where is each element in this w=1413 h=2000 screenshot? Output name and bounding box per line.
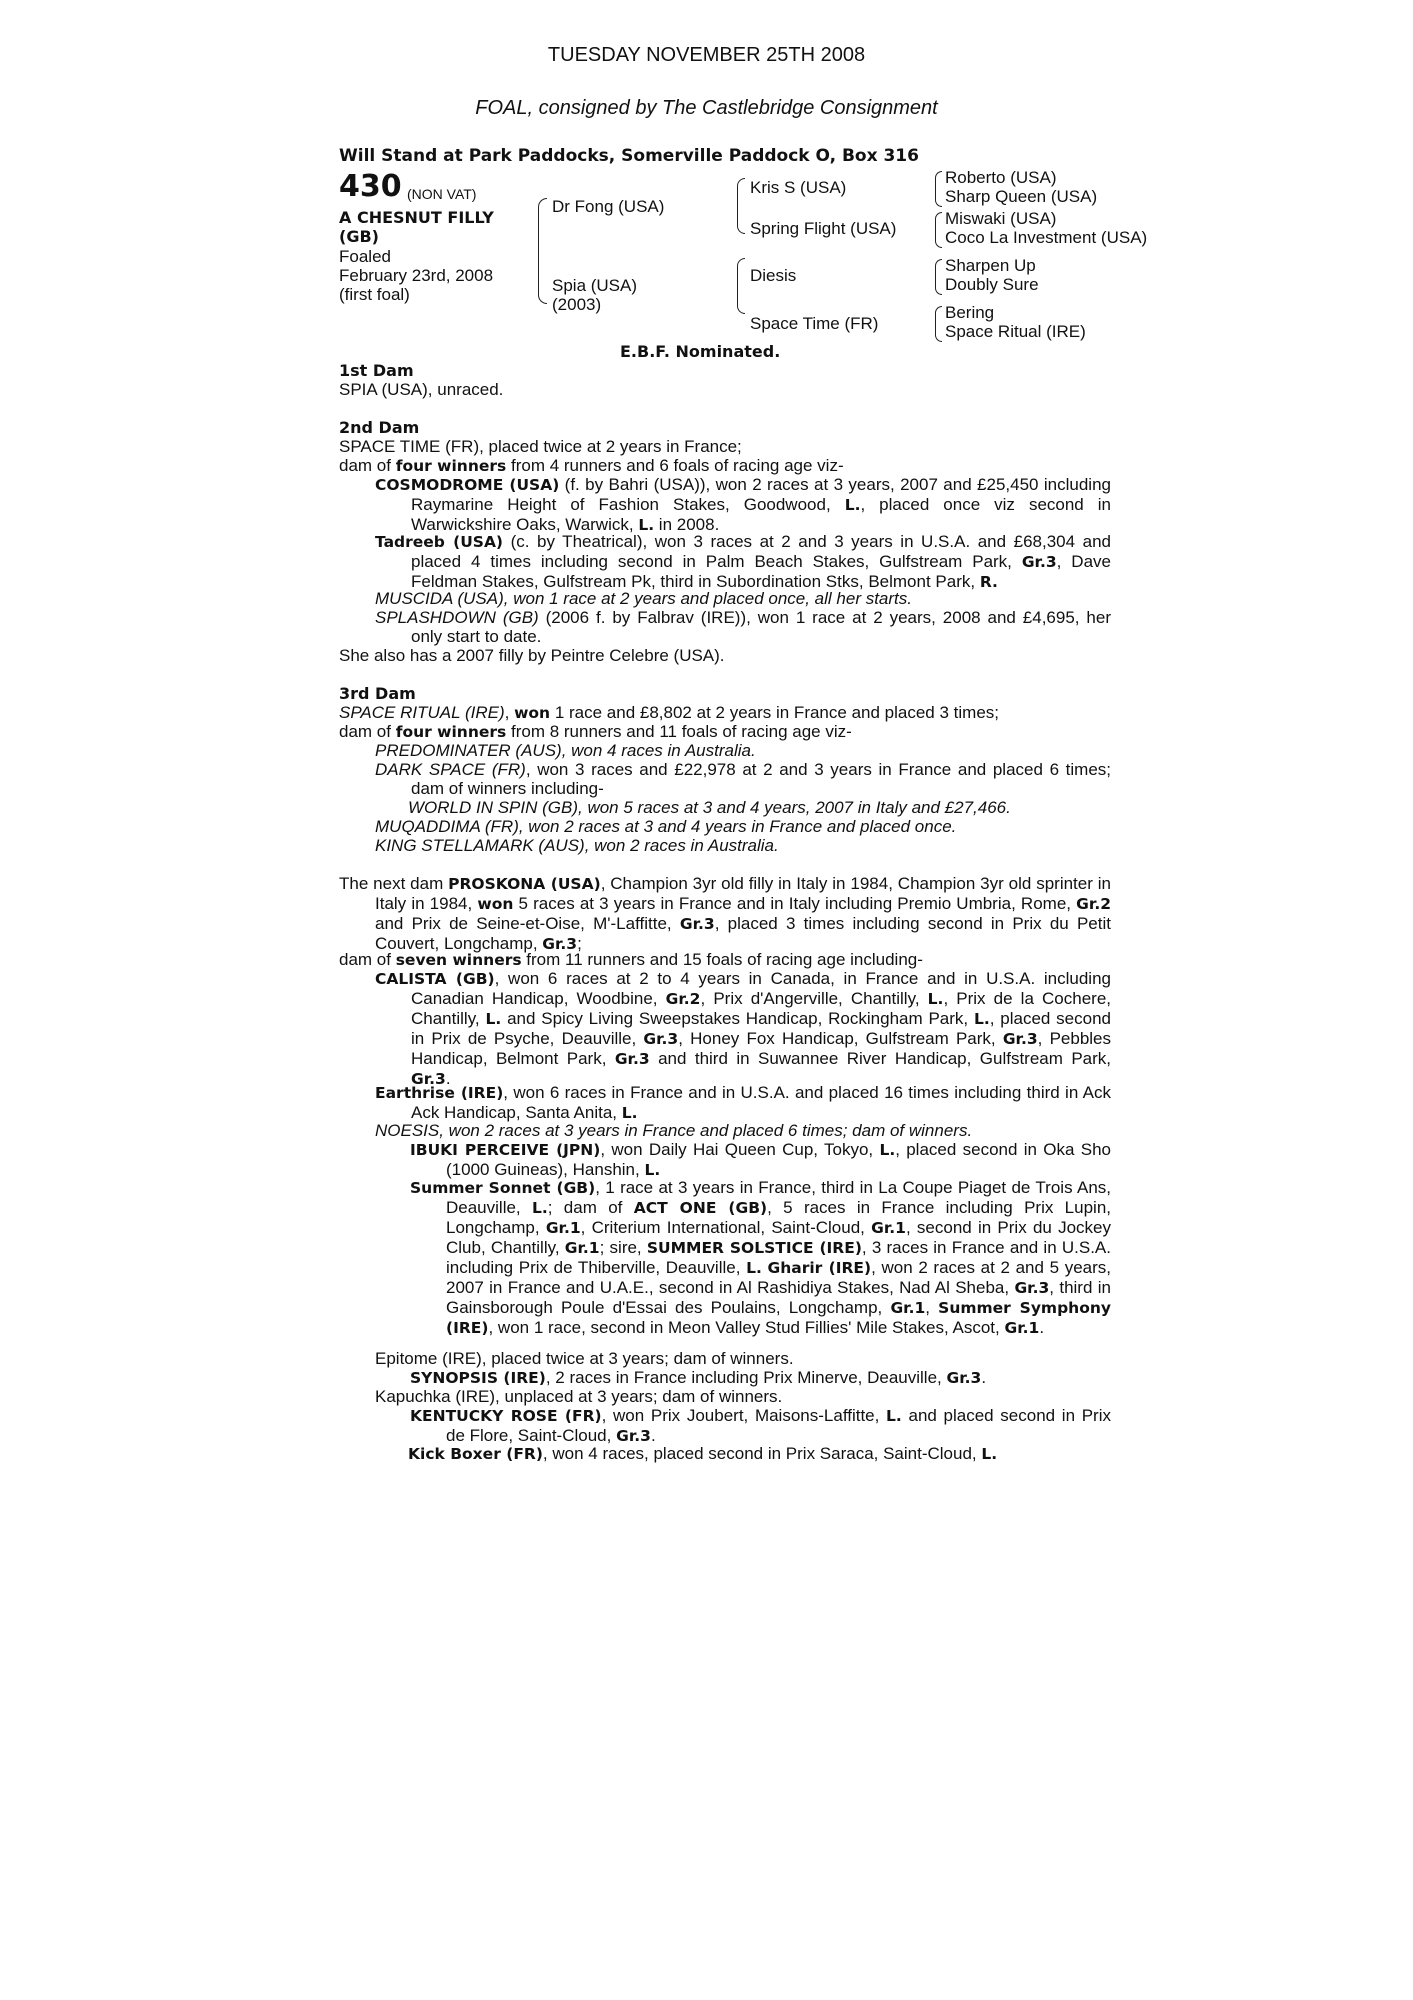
first-dam-heading: 1st Dam [339, 361, 414, 380]
pedigree-g3: Miswaki (USA) [945, 209, 1057, 228]
produce-entry-synopsis [410, 1368, 986, 1388]
winners-count: seven winners [395, 951, 522, 969]
lot-number: 430 [339, 169, 402, 204]
third-dam-produce [339, 722, 852, 742]
race-grade: Gr.3 [679, 915, 715, 933]
third-dam-line [339, 703, 999, 723]
text: , Champion 3yr old filly in Italy in 1984, Champion 3yr old sprinter in Italy in 1984, [375, 874, 1112, 913]
consignment-line: FOAL, consigned by The Castlebridge Consignment [475, 97, 938, 119]
race-grade: Gr.3 [616, 1427, 651, 1445]
pedigree-brace [935, 171, 942, 207]
horse-name: Tadreeb (USA) [375, 533, 504, 551]
winners-count: four winners [395, 457, 507, 475]
pedigree-g2: Sharp Queen (USA) [945, 187, 1098, 206]
produce-entry-king-stellamark: KING STELLAMARK (AUS), won 2 races in Australia. [375, 836, 779, 855]
second-dam-line: SPACE TIME (FR), placed twice at 2 years in France; [339, 437, 742, 456]
produce-entry-muscida: MUSCIDA (USA), won 1 race at 2 years and placed once, all her starts. [375, 589, 912, 608]
first-dam-text: SPIA (USA), unraced. [339, 380, 504, 399]
race-grade: Gr.1 [871, 1219, 906, 1237]
text: , [925, 1298, 939, 1317]
text: . [1039, 1318, 1045, 1337]
pedigree-brace [538, 198, 547, 304]
horse-name: DARK SPACE (FR) [375, 760, 526, 779]
text: , won 3 races and £22,978 at 2 and 3 years in France and placed 6 times; dam of winners including- [411, 760, 1111, 798]
pedigree-g5: Sharpen Up [945, 256, 1036, 275]
text: , won Daily Hai Queen Cup, Tokyo, [600, 1140, 880, 1159]
pedigree-g4: Coco La Investment (USA) [945, 228, 1148, 247]
foaled-date: February 23rd, 2008 [339, 266, 494, 285]
first-foal-note: (first foal) [339, 285, 410, 304]
horse-name: Earthrise (IRE) [375, 1084, 504, 1102]
produce-entry-ibuki-perceive [410, 1140, 1111, 1180]
horse-name: SPLASHDOWN (GB) [375, 608, 539, 627]
race-grade: L. [973, 1010, 990, 1028]
horse-name: Summer Symphony (IRE) [446, 1299, 1111, 1337]
text: , won 1 race, second in Meon Valley Stud Fillies' Mile Stakes, Ascot, [488, 1318, 1005, 1337]
pedigree-brace [935, 259, 942, 295]
pedigree-dam-dam: Space Time (FR) [750, 314, 879, 333]
horse-name: A CHESNUT FILLY (GB) [339, 208, 494, 246]
race-grade: Gr.3 [946, 1369, 982, 1387]
race-grade: L. [844, 496, 861, 514]
text: , won Prix Joubert, Maisons-Laffitte, [601, 1406, 887, 1425]
produce-entry-summer-sonnet [410, 1178, 1111, 1338]
race-grade: L. [638, 516, 655, 534]
produce-entry-noesis: NOESIS, won 2 races at 3 years in France and placed 6 times; dam of winners. [375, 1121, 973, 1140]
text: , placed second in Prix de Psyche, Deauville, [411, 1009, 1111, 1048]
text: from 8 runners and 11 foals of racing age viz- [506, 722, 852, 741]
foaled-info [339, 247, 493, 304]
race-grade: Gr.1 [1004, 1319, 1040, 1337]
text: , placed once viz second in Warwickshire Oaks, Warwick, [411, 495, 1111, 534]
text: , Pebbles Handicap, Belmont Park, [411, 1029, 1111, 1068]
race-grade: Gr.3 [1014, 1279, 1050, 1297]
horse-name: SUMMER SOLSTICE (IRE) [646, 1239, 862, 1257]
pedigree-brace [935, 212, 942, 248]
text: ; sire, [599, 1238, 647, 1257]
horse-name: Summer Sonnet (GB) [410, 1179, 596, 1197]
stabling-location: Will Stand at Park Paddocks, Somerville Paddock O, Box 316 [339, 146, 919, 166]
text: dam of [339, 722, 396, 741]
vat-status: (NON VAT) [407, 186, 477, 202]
text: and placed second in Prix de Flore, Saint-Cloud, [446, 1406, 1111, 1445]
produce-entry-dark-space [375, 760, 1111, 798]
text: (c. by Theatrical), won 3 races at 2 and 3 years in U.S.A. and £68,304 and placed 4 times including second in Palm Beach Stakes, Gulfstream Park, [411, 532, 1111, 571]
race-grade: L. [644, 1161, 661, 1179]
text: (2006 f. by Falbrav (IRE)), won 1 race at 2 years, 2008 and £4,695, her only start to date. [411, 608, 1111, 646]
text: , won 6 races at 2 to 4 years in Canada, in France and in U.S.A. including Canadian Handicap, Woodbine, [411, 969, 1111, 1008]
race-grade: Gr.2 [665, 990, 701, 1008]
text: 5 races at 3 years in France and in Italy including Premio Umbria, Rome, [513, 894, 1077, 913]
pedigree-sire-dam: Spring Flight (USA) [750, 219, 897, 238]
race-grade: L. [879, 1141, 896, 1159]
next-dam-produce [339, 950, 923, 970]
horse-name: CALISTA (GB) [375, 970, 495, 988]
horse-name: IBUKI PERCEIVE (JPN) [410, 1141, 601, 1159]
produce-entry-predominater: PREDOMINATER (AUS), won 4 races in Australia. [375, 741, 756, 760]
horse-name: SYNOPSIS (IRE) [410, 1369, 546, 1387]
text: dam of [339, 950, 396, 969]
third-dam-heading: 3rd Dam [339, 684, 416, 703]
pedigree-brace [935, 306, 942, 342]
won-label: won [477, 895, 514, 913]
text: . [445, 1069, 451, 1088]
race-grade: Gr.2 [1076, 895, 1111, 913]
pedigree-sire-sire: Kris S (USA) [750, 178, 847, 197]
text: , Criterium International, Saint-Cloud, [580, 1218, 872, 1237]
pedigree-dam: Spia (USA) [552, 276, 638, 295]
produce-entry-kapuchka: Kapuchka (IRE), unplaced at 3 years; dam of winners. [375, 1387, 783, 1406]
catalogue-date: TUESDAY NOVEMBER 25TH 2008 [547, 44, 866, 66]
produce-entry-calista [375, 969, 1111, 1089]
text: , Honey Fox Handicap, Gulfstream Park, [678, 1029, 1003, 1048]
won-label: won [514, 704, 551, 722]
produce-entry-kick-boxer [408, 1444, 997, 1464]
race-grade: L. [531, 1199, 548, 1217]
race-grade: Gr.3 [542, 935, 578, 953]
race-grade: L. [621, 1104, 638, 1122]
race-grade: L. [485, 1010, 502, 1028]
pedigree-g6: Doubly Sure [945, 275, 1039, 294]
text: , Dave Feldman Stakes, Gulfstream Pk, third in Subordination Stks, Belmont Park, [411, 552, 1111, 591]
horse-name: Kick Boxer (FR) [408, 1445, 543, 1463]
text: , third in Gainsborough Poule d'Essai des Poulains, Longchamp, [446, 1278, 1111, 1317]
race-grade: L. [886, 1407, 902, 1425]
text: dam of [339, 456, 396, 475]
winners-count: four winners [395, 723, 507, 741]
horse-name: ACT ONE (GB) [633, 1199, 768, 1217]
produce-entry-muqaddima: MUQADDIMA (FR), won 2 races at 3 and 4 years in France and placed once. [375, 817, 957, 836]
race-grade: Gr.3 [1002, 1030, 1038, 1048]
text: from 11 runners and 15 foals of racing age including- [521, 950, 923, 969]
text: , placed 3 times including second in Prix du Petit Couvert, Longchamp, [375, 914, 1111, 953]
race-grade: Gr.3 [411, 1070, 446, 1088]
pedigree-sire: Dr Fong (USA) [552, 197, 665, 216]
produce-entry-tadreeb [375, 532, 1111, 592]
horse-name: KENTUCKY ROSE (FR) [410, 1407, 602, 1425]
text: , 3 races in France and in U.S.A. including Prix de Thiberville, Deauville, [446, 1238, 1111, 1277]
text: , second in Prix du Jockey Club, Chantilly, [446, 1218, 1111, 1257]
text: in 2008. [654, 515, 720, 534]
foaled-label: Foaled [339, 247, 391, 266]
text: , 1 race at 3 years in France, third in La Coupe Piaget de Trois Ans, Deauville, [446, 1178, 1111, 1217]
race-grade: Gr.1 [890, 1299, 926, 1317]
text: and Prix de Seine-et-Oise, M'-Laffitte, [375, 914, 680, 933]
text: ; dam of [547, 1198, 634, 1217]
produce-entry-cosmodrome [375, 475, 1111, 535]
horse-name: Gharir (IRE) [767, 1259, 872, 1277]
race-grade: L. [746, 1259, 762, 1277]
text: , Prix d'Angerville, Chantilly, [700, 989, 928, 1008]
produce-entry-splashdown [375, 608, 1111, 646]
text: and Spicy Living Sweepstakes Handicap, Rockingham Park, [501, 1009, 974, 1028]
ebf-nomination: E.B.F. Nominated. [620, 342, 781, 361]
produce-entry-world-in-spin: WORLD IN SPIN (GB), won 5 races at 3 and 4 years, 2007 in Italy and £27,466. [408, 798, 1011, 817]
horse-name: COSMODROME (USA) [375, 476, 560, 494]
text: from 4 runners and 6 foals of racing age viz- [506, 456, 844, 475]
pedigree-brace [737, 258, 745, 314]
text: , 5 races in France including Prix Lupin, Longchamp, [446, 1198, 1111, 1237]
text: , won 2 races at 2 and 5 years, 2007 in France and U.A.E., second in Al Rashidiya Stakes, Nad Al Sheba, [446, 1258, 1111, 1297]
race-grade: R. [979, 573, 998, 591]
race-grade: Gr.3 [614, 1050, 650, 1068]
pedigree-g1: Roberto (USA) [945, 168, 1057, 187]
text: , 2 races in France including Prix Minerve, Deauville, [545, 1368, 947, 1387]
next-dam-paragraph [339, 874, 1111, 954]
pedigree-dam-year: (2003) [552, 295, 602, 314]
race-grade: Gr.1 [564, 1239, 600, 1257]
pedigree-g8: Space Ritual (IRE) [945, 322, 1086, 341]
race-grade: L. [981, 1445, 998, 1463]
text: , won 4 races, placed second in Prix Saraca, Saint-Cloud, [542, 1444, 982, 1463]
race-grade: Gr.3 [643, 1030, 679, 1048]
second-dam-note: She also has a 2007 filly by Peintre Celebre (USA). [339, 646, 725, 665]
text: . [650, 1426, 656, 1445]
second-dam-heading: 2nd Dam [339, 418, 420, 437]
race-grade: Gr.1 [545, 1219, 581, 1237]
text: 1 race and £8,802 at 2 years in France and placed 3 times; [550, 703, 999, 722]
pedigree-brace [737, 178, 745, 234]
pedigree-g7: Bering [945, 303, 995, 322]
horse-name: PROSKONA (USA) [448, 875, 601, 893]
race-grade: Gr.3 [1021, 553, 1057, 571]
text: . [981, 1368, 987, 1387]
text: , placed second in Oka Sho (1000 Guineas), Hanshin, [446, 1140, 1111, 1179]
horse-name: SPACE RITUAL (IRE) [339, 703, 505, 722]
text: and third in Suwannee River Handicap, Gulfstream Park, [649, 1049, 1111, 1068]
second-dam-produce [339, 456, 844, 476]
text: , won 6 races in France and in U.S.A. and placed 16 times including third in Ack Ack Handicap, Santa Anita, [411, 1083, 1112, 1122]
pedigree-dam-sire: Diesis [750, 266, 797, 285]
race-grade: L. [927, 990, 944, 1008]
produce-entry-epitome: Epitome (IRE), placed twice at 3 years; dam of winners. [375, 1349, 794, 1368]
text: , [504, 703, 515, 722]
produce-entry-kentucky-rose [410, 1406, 1111, 1446]
text: The next dam [339, 874, 449, 893]
text: , Prix de la Cochere, Chantilly, [411, 989, 1112, 1028]
text: ; [577, 934, 582, 953]
produce-entry-earthrise [375, 1083, 1111, 1123]
text: (f. by Bahri (USA)), won 2 races at 3 years, 2007 and £25,450 including Raymarine Height of Fashion Stakes, Goodwood, [411, 475, 1111, 514]
